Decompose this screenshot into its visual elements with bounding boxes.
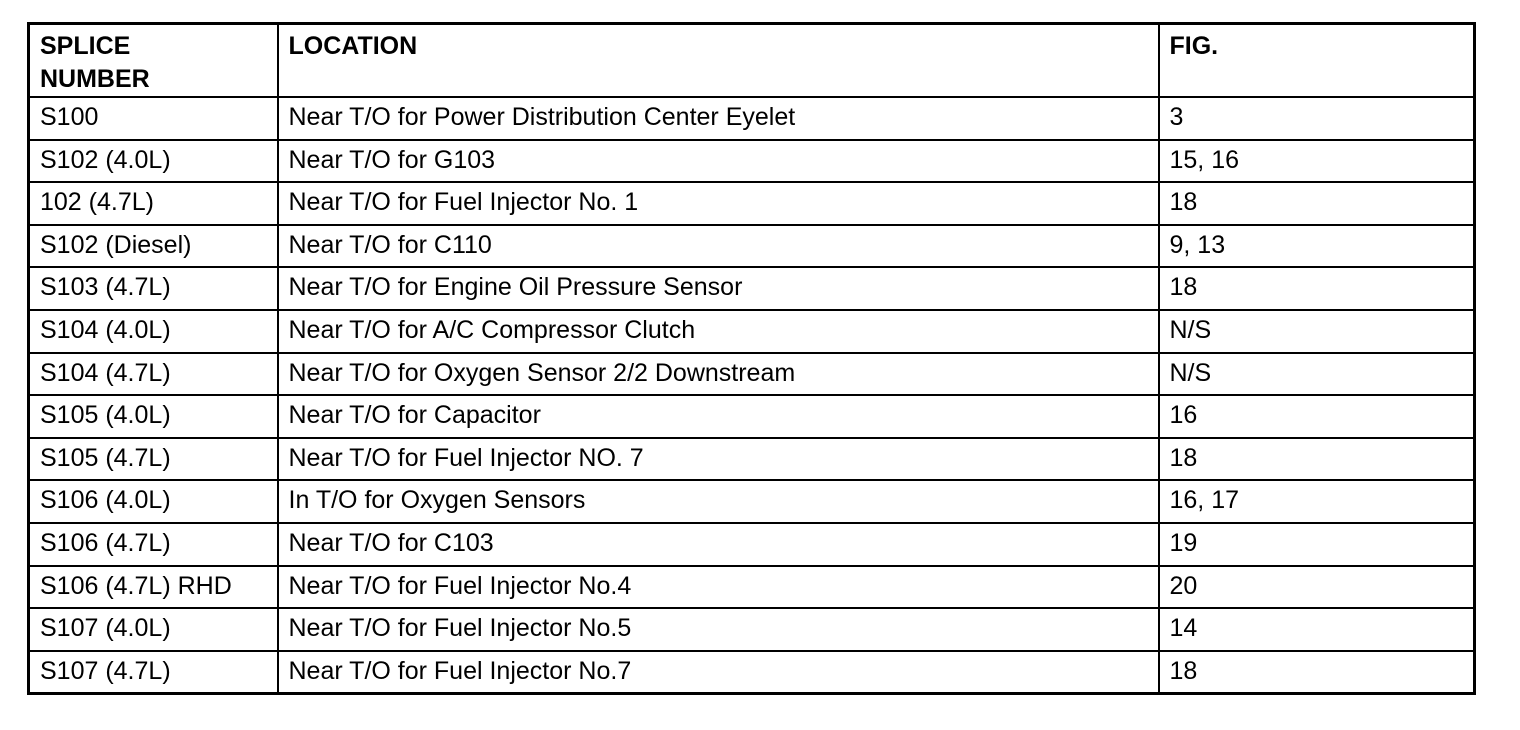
- cell-location: Near T/O for A/C Compressor Clutch: [278, 310, 1159, 353]
- table-row: [29, 523, 1475, 566]
- cell-fig: 14: [1159, 608, 1475, 651]
- cell-splice-number: S107 (4.7L): [29, 651, 278, 694]
- cell-fig: 15, 16: [1159, 140, 1475, 183]
- cell-location: In T/O for Oxygen Sensors: [278, 480, 1159, 523]
- cell-location: Near T/O for Power Distribution Center Eyelet: [278, 97, 1159, 140]
- header-splice-line1: SPLICE: [40, 32, 131, 60]
- table-row: [29, 395, 1475, 438]
- cell-splice-number: S105 (4.0L): [29, 395, 278, 438]
- cell-location: Near T/O for Engine Oil Pressure Sensor: [278, 267, 1159, 310]
- cell-fig: 16: [1159, 395, 1475, 438]
- cell-fig: 9, 13: [1159, 225, 1475, 268]
- cell-fig: 16, 17: [1159, 480, 1475, 523]
- header-splice-number: [29, 24, 278, 98]
- header-row: [29, 24, 1475, 98]
- cell-splice-number: S102 (4.0L): [29, 140, 278, 183]
- table-row: [29, 608, 1475, 651]
- cell-fig: 18: [1159, 182, 1475, 225]
- cell-splice-number: S100: [29, 97, 278, 140]
- cell-location: Near T/O for Capacitor: [278, 395, 1159, 438]
- cell-location: Near T/O for Fuel Injector No.7: [278, 651, 1159, 694]
- cell-location: Near T/O for Fuel Injector No.5: [278, 608, 1159, 651]
- table-row: [29, 97, 1475, 140]
- cell-fig: 18: [1159, 438, 1475, 481]
- table-row: [29, 310, 1475, 353]
- header-location: LOCATION: [278, 24, 1159, 98]
- table-row: [29, 267, 1475, 310]
- cell-splice-number: S105 (4.7L): [29, 438, 278, 481]
- cell-splice-number: S106 (4.0L): [29, 480, 278, 523]
- cell-location: Near T/O for G103: [278, 140, 1159, 183]
- cell-fig: 18: [1159, 651, 1475, 694]
- cell-location: Near T/O for C110: [278, 225, 1159, 268]
- cell-fig: N/S: [1159, 353, 1475, 396]
- cell-splice-number: S107 (4.0L): [29, 608, 278, 651]
- table-header: [29, 24, 1475, 98]
- table-row: [29, 353, 1475, 396]
- cell-splice-number: S104 (4.0L): [29, 310, 278, 353]
- cell-location: Near T/O for C103: [278, 523, 1159, 566]
- cell-fig: 18: [1159, 267, 1475, 310]
- cell-splice-number: S103 (4.7L): [29, 267, 278, 310]
- cell-splice-number: 102 (4.7L): [29, 182, 278, 225]
- table-body: [29, 97, 1475, 693]
- cell-splice-number: S106 (4.7L) RHD: [29, 566, 278, 609]
- cell-fig: 20: [1159, 566, 1475, 609]
- cell-splice-number: S104 (4.7L): [29, 353, 278, 396]
- cell-fig: 3: [1159, 97, 1475, 140]
- table-row: [29, 140, 1475, 183]
- table-row: [29, 225, 1475, 268]
- cell-location: Near T/O for Oxygen Sensor 2/2 Downstream: [278, 353, 1159, 396]
- header-fig: FIG.: [1159, 24, 1475, 98]
- table-row: [29, 480, 1475, 523]
- table-row: [29, 651, 1475, 694]
- cell-splice-number: S102 (Diesel): [29, 225, 278, 268]
- cell-location: Near T/O for Fuel Injector NO. 7: [278, 438, 1159, 481]
- cell-location: Near T/O for Fuel Injector No. 1: [278, 182, 1159, 225]
- header-splice-line2: NUMBER: [40, 65, 150, 93]
- table-row: [29, 566, 1475, 609]
- cell-location: Near T/O for Fuel Injector No.4: [278, 566, 1159, 609]
- table-row: [29, 182, 1475, 225]
- cell-fig: N/S: [1159, 310, 1475, 353]
- splice-location-table: [27, 22, 1476, 695]
- cell-fig: 19: [1159, 523, 1475, 566]
- table-row: [29, 438, 1475, 481]
- cell-splice-number: S106 (4.7L): [29, 523, 278, 566]
